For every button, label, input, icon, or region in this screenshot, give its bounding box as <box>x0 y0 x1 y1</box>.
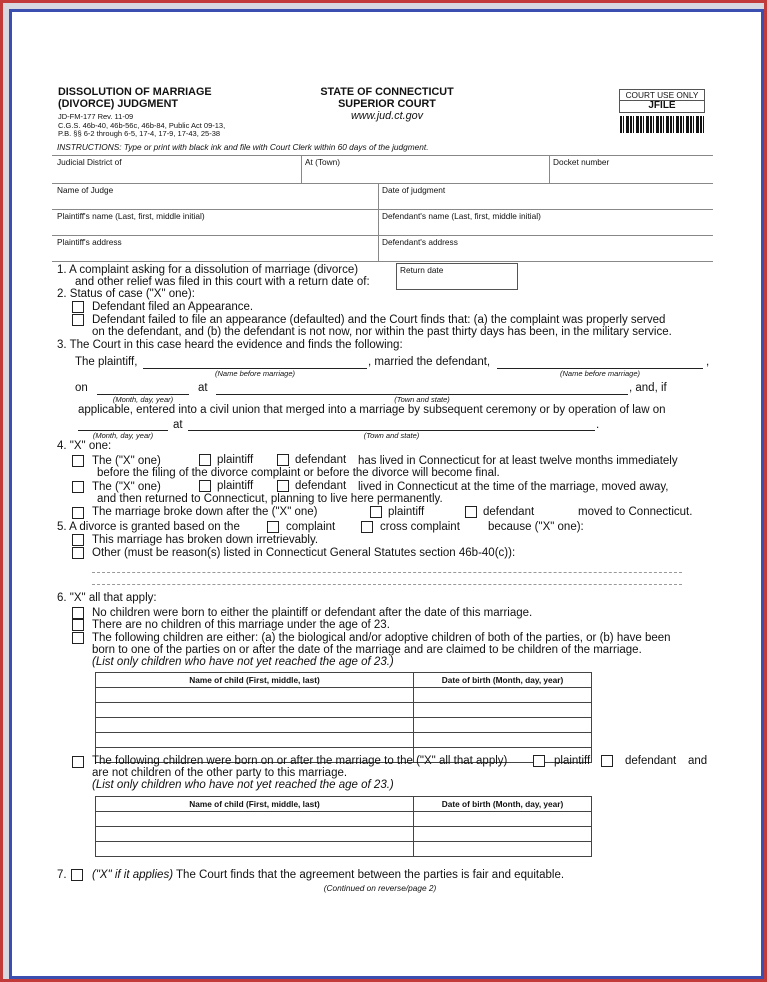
at-town-field[interactable]: At (Town) <box>305 157 341 167</box>
plaintiff-name-field[interactable]: Plaintiff's name (Last, first, middle initial) <box>57 211 205 221</box>
residency-checkbox[interactable] <box>72 455 84 467</box>
barcode-image <box>620 116 704 133</box>
return-date-label: Return date <box>400 265 444 275</box>
agreement-fair-checkbox[interactable] <box>71 869 83 881</box>
table-row[interactable] <box>96 842 592 857</box>
name-before-caption: (Name before marriage) <box>214 369 296 378</box>
section3-heading: 3. The Court in this case heard the evidence and finds the following: <box>57 339 403 351</box>
section7-text: ("X" if it applies) The Court finds that the agreement between the parties is fair and equitable. <box>92 869 565 881</box>
cross-complaint-checkbox[interactable] <box>361 521 373 533</box>
instructions: INSTRUCTIONS: Type or print with black ink and file with Court Clerk within 60 days of the judgment. <box>57 142 429 152</box>
jfile-label: JFILE <box>648 100 676 111</box>
form-title-line2: (DIVORCE) JUDGMENT <box>58 98 178 110</box>
children-table-2 <box>95 796 592 857</box>
complaint-checkbox[interactable] <box>267 521 279 533</box>
breakdown-plaintiff-checkbox[interactable] <box>370 506 382 518</box>
section1-line2: and other relief was filed in this court with a return date of: <box>75 276 370 288</box>
judgment-date-field[interactable]: Date of judgment <box>382 185 446 195</box>
breakdown-defendant-checkbox[interactable] <box>465 506 477 518</box>
docket-number-field[interactable]: Docket number <box>553 157 610 167</box>
form-title-line1: DISSOLUTION OF MARRIAGE <box>58 86 212 98</box>
other-reason-line[interactable] <box>92 584 682 585</box>
section4-heading: 4. "X" one: <box>57 440 112 452</box>
residency-defendant-checkbox[interactable] <box>277 454 289 466</box>
default-text-a: Defendant failed to file an appearance (defaulted) and the Court finds that: (a) the complaint was properly served <box>92 314 666 326</box>
table-row[interactable] <box>96 827 592 842</box>
children-one-party-checkbox[interactable] <box>72 756 84 768</box>
statutes-line1: C.G.S. 46b-40, 46b-56c, 46b-84, Public Act 09-13, <box>58 121 226 130</box>
section6-heading: 6. "X" all that apply: <box>57 592 157 604</box>
form-id: JD-FM-177 Rev. 11-09 <box>58 112 134 121</box>
table-row[interactable] <box>96 703 592 718</box>
appearance-checkbox[interactable] <box>72 301 84 313</box>
other-reason-text: Other (must be reason(s) listed in Connecticut General Statutes section 46b-40(c)): <box>92 547 516 559</box>
column-header-name: Name of child (First, middle, last) <box>96 797 414 812</box>
moved-checkbox[interactable] <box>72 481 84 493</box>
judge-name-field[interactable]: Name of Judge <box>57 185 114 195</box>
section2-heading: 2. Status of case ("X" one): <box>57 288 195 300</box>
appearance-text: Defendant filed an Appearance. <box>92 301 254 313</box>
table-row[interactable] <box>96 718 592 733</box>
other-reason-checkbox[interactable] <box>72 547 84 559</box>
column-header-dob: Date of birth (Month, day, year) <box>414 797 592 812</box>
plaintiff-label: The plaintiff, <box>75 356 138 368</box>
column-header-dob: Date of birth (Month, day, year) <box>414 673 592 688</box>
table-row[interactable] <box>96 812 592 827</box>
residency-plaintiff-checkbox[interactable] <box>199 454 211 466</box>
default-text-b: on the defendant, and (b) the defendant is not now, nor within the past thirty days has been, in the military service. <box>92 326 672 338</box>
form-page: DISSOLUTION OF MARRIAGE (DIVORCE) JUDGMENT JD-FM-177 Rev. 11-09 C.G.S. 46b-40, 46b-56c, 46b-84, Public Act 09-13, P.B. §§ 6-2 through 6-5, 17-4, 17-9, 17-43, 25-38 STATE OF CONNECTICUT SUPERIOR COURT www.jud.ct.gov COURT USE ONLY JFILE INSTRUCTIONS: Type or print with black ink and file with Court Clerk within 60 days of the judgment. Judicial District of At (Town) Docket number Name of Judge Date of judgment Plaintiff's name (Last, first, middle initial) Defendant's name (Last, first, middle initial) Plaintiff's address Defendant's address 1. A complaint asking for a dissolution of marriage (divorce) and other relief was filed in this court with a return date of: Return date 2. Status of case ("X" one): Defendant filed an Appearance. Defendant failed to file an appearance (defaulted) and the Court finds that: (a) the complaint was properly served on the defendant, and (b) the defendant is not now, nor within the past thirty days has been, in the military service. 3. The Court in this case heard the evidence and finds the following: The plaintiff, , married the defendant, , (Name before marriage) (Name before marriage) on at , and, if (Month, day, year) (Town and state) applicable, entered into a civil union that merged into a marriage by subsequent ceremony or by operation of law on at . (Month, day, year) (Town and state) 4. "X" one: The ("X" one) plaintiff defendant has lived in Connecticut for at least twelve months immediately before the filing of the divorce complaint or before the divorce will become final. The ("X" one) plaintiff defendant lived in Connecticut at the time of the marriage, moved away, and then returned to Connecticut, planning to live here permanently. The marriage broke down after the ("X" one) plaintiff defendant moved to Connecticut. 5. A divorce is granted based on the complaint cross complaint because ("X" one): This marriage has broken down irretrievably. Other (must be reason(s) listed in Connecticut General Statutes section 46b-40(c)): 6. "X" all that apply: No children were born to either the plaintiff or defendant after the date of this marriage. There are no children of this marriage under the age of 23. The following children are either: (a) the biological and/or adoptive children of both of the parties, or (b) have been born to one of the parties on or after the date of the marriage and are claimed to be children of the marriage. (List only children who have not yet reached the age of 23.) Name of child (First, middle, last) Date of birth (Month, day, year) The following children were born on or after the marriage to the ("X" all that apply) plaintiff defendant and are not children of the other party to this marriage. (List only children who have not yet reached the age of 23.) Name of child (First, middle, last) Date of birth (Month, day, year) 7. ("X" if it applies) The Court finds that the agreement between the parties is fair and equitable. (Continued on reverse/page 2) <box>0 0 767 982</box>
table-row[interactable] <box>96 733 592 748</box>
section1-line1: 1. A complaint asking for a dissolution of marriage (divorce) <box>57 264 359 276</box>
court-name: SUPERIOR COURT <box>338 98 436 110</box>
defendant-address-field[interactable]: Defendant's address <box>382 237 458 247</box>
default-checkbox[interactable] <box>72 314 84 326</box>
plaintiff-address-field[interactable]: Plaintiff's address <box>57 237 122 247</box>
one-party-plaintiff-checkbox[interactable] <box>533 755 545 767</box>
court-use-label: COURT USE ONLY <box>625 90 699 100</box>
judicial-district-field[interactable]: Judicial District of <box>57 157 122 167</box>
no-children-under-23-checkbox[interactable] <box>72 619 84 631</box>
other-reason-line[interactable] <box>92 572 682 573</box>
civil-union-text: applicable, entered into a civil union that merged into a marriage by subsequent ceremony or by operation of law on <box>78 404 666 416</box>
continued-note: (Continued on reverse/page 2) <box>323 883 437 893</box>
defendant-name-field[interactable]: Defendant's name (Last, first, middle initial) <box>382 211 541 221</box>
name-before-caption: (Name before marriage) <box>559 369 641 378</box>
state-name: STATE OF CONNECTICUT <box>320 86 454 98</box>
moved-plaintiff-checkbox[interactable] <box>199 480 211 492</box>
no-children-checkbox[interactable] <box>72 607 84 619</box>
one-party-defendant-checkbox[interactable] <box>601 755 613 767</box>
married-label: , married the defendant, <box>368 356 491 368</box>
breakdown-checkbox[interactable] <box>72 507 84 519</box>
court-website: www.jud.ct.gov <box>350 110 423 122</box>
children-table-1 <box>95 672 592 763</box>
table-row[interactable] <box>96 688 592 703</box>
section5-heading: 5. A divorce is granted based on the <box>57 521 240 533</box>
statutes-line2: P.B. §§ 6-2 through 6-5, 17-4, 17-9, 17-43, 25-38 <box>58 129 221 138</box>
moved-defendant-checkbox[interactable] <box>277 480 289 492</box>
children-of-parties-checkbox[interactable] <box>72 632 84 644</box>
column-header-name: Name of child (First, middle, last) <box>96 673 414 688</box>
irretrievable-checkbox[interactable] <box>72 534 84 546</box>
